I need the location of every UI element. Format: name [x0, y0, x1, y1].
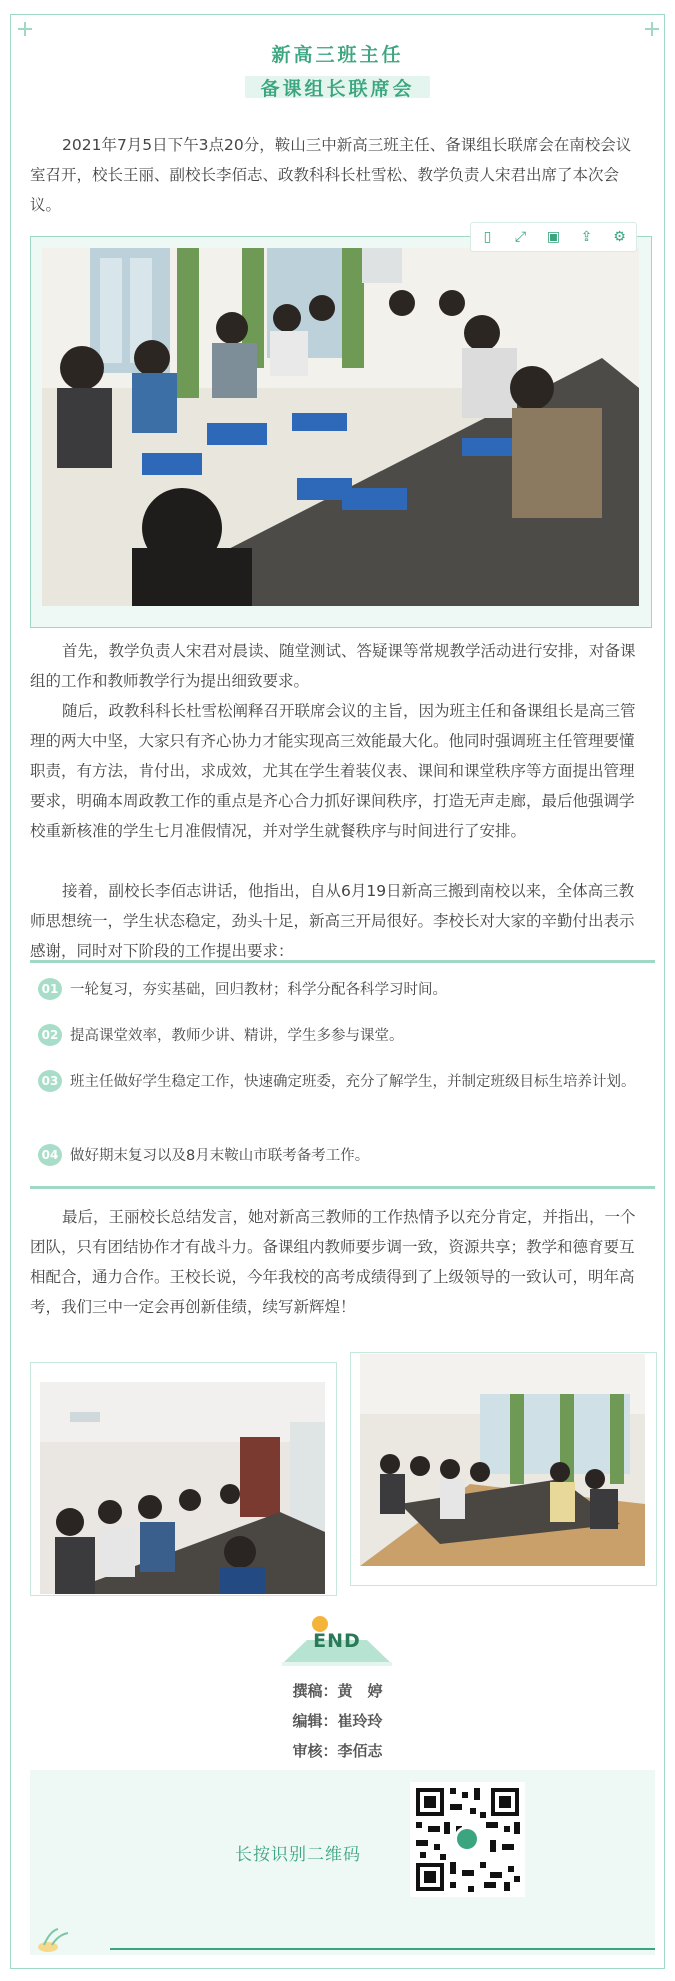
- paragraph-first: 首先，教学负责人宋君对晨读、随堂测试、答疑课等常规教学活动进行安排，对备课组的工作和教师教学行为提出细致要求。: [30, 642, 636, 690]
- footer-line: [110, 1948, 655, 1950]
- list-item: [38, 976, 653, 1004]
- end-label: END: [313, 1630, 361, 1652]
- list-item-text: 做好期末复习以及8月末鞍山市联考备考工作。: [70, 1148, 370, 1164]
- leaf-decoration-icon: [36, 1925, 76, 1955]
- credit-reviewer: 审核：李佰志: [292, 1742, 383, 1760]
- meeting-photo-left: [40, 1382, 325, 1594]
- qr-code[interactable]: [410, 1782, 525, 1897]
- intro-paragraph: 2021年7月5日下午3点20分，鞍山三中新高三班主任、备课组长联席会在南校会议室召开，校长王丽、副校长李佰志、政教科科长杜雪松、教学负责人宋君出席了本次会议。: [30, 136, 632, 214]
- meeting-photo: [42, 248, 639, 606]
- list-item-text: 班主任做好学生稳定工作，快速确定班委，充分了解学生，并制定班级目标生培养计划。: [70, 1074, 636, 1090]
- image-toolbar: [470, 222, 637, 252]
- list-item: [38, 1022, 653, 1050]
- save-icon[interactable]: ▣: [546, 229, 561, 245]
- page-title-line2: 备课组长联席会: [260, 78, 415, 100]
- expand-icon[interactable]: ⤢: [514, 229, 527, 245]
- item-number-badge: 02: [38, 1024, 62, 1046]
- plus-decoration-icon: [645, 22, 659, 36]
- paragraph-closing: 最后，王丽校长总结发言，她对新高三教师的工作热情予以充分肯定，并指出，一个团队，只有团结协作才有战斗力。备课组内教师要步调一致，资源共享；教学和德育要互相配合，通力合作。王校长说，今年我校的高考成绩得到了上级领导的一致认可，明年高考，我们三中一定会再创新佳绩，续写新辉煌！: [30, 1208, 636, 1316]
- phone-icon[interactable]: ▯: [483, 229, 492, 245]
- paragraph-third: 接着，副校长李佰志讲话，他指出，自从6月19日新高三搬到南校以来，全体高三教师思想统一，学生状态稳定，劲头十足，新高三开局很好。李校长对大家的辛勤付出表示感谢，同时对下阶段的工作提出要求：: [30, 882, 635, 960]
- page-title-line1: 新高三班主任: [271, 44, 404, 66]
- list-item: [38, 1068, 648, 1096]
- settings-icon[interactable]: ⚙: [613, 229, 626, 245]
- meeting-photo-right: [360, 1354, 645, 1566]
- share-icon[interactable]: ⇪: [580, 229, 593, 245]
- item-number-badge: 04: [38, 1144, 62, 1166]
- credit-writer: 撰稿：黄 婷: [292, 1682, 383, 1700]
- qr-caption: 长按识别二维码: [235, 1845, 361, 1865]
- credit-editor: 编辑：崔玲玲: [292, 1712, 383, 1730]
- list-item-text: 一轮复习，夯实基础，回归教材；科学分配各科学习时间。: [70, 982, 447, 998]
- item-number-badge: 01: [38, 978, 62, 1000]
- list-item-text: 提高课堂效率，教师少讲、精讲，学生多参与课堂。: [70, 1028, 404, 1044]
- paragraph-second: 随后，政教科科长杜雪松阐释召开联席会议的主旨，因为班主任和备课组长是高三管理的两大中坚，大家只有齐心协力才能实现高三效能最大化。他同时强调班主任管理要懂职责，有方法，肯付出，求成效，尤其在学生着装仪表、课间和课堂秩序等方面提出管理要求，明确本周政教工作的重点是齐心合力抓好课间秩序，打造无声走廊，最后他强调学校重新核准的学生七月准假情况，并对学生就餐秩序与时间进行了安排。: [30, 702, 636, 840]
- plus-decoration-icon: [18, 22, 32, 36]
- divider-top: [30, 960, 655, 963]
- item-number-badge: 03: [38, 1070, 62, 1092]
- list-item: [38, 1142, 653, 1170]
- divider-bottom: [30, 1186, 655, 1189]
